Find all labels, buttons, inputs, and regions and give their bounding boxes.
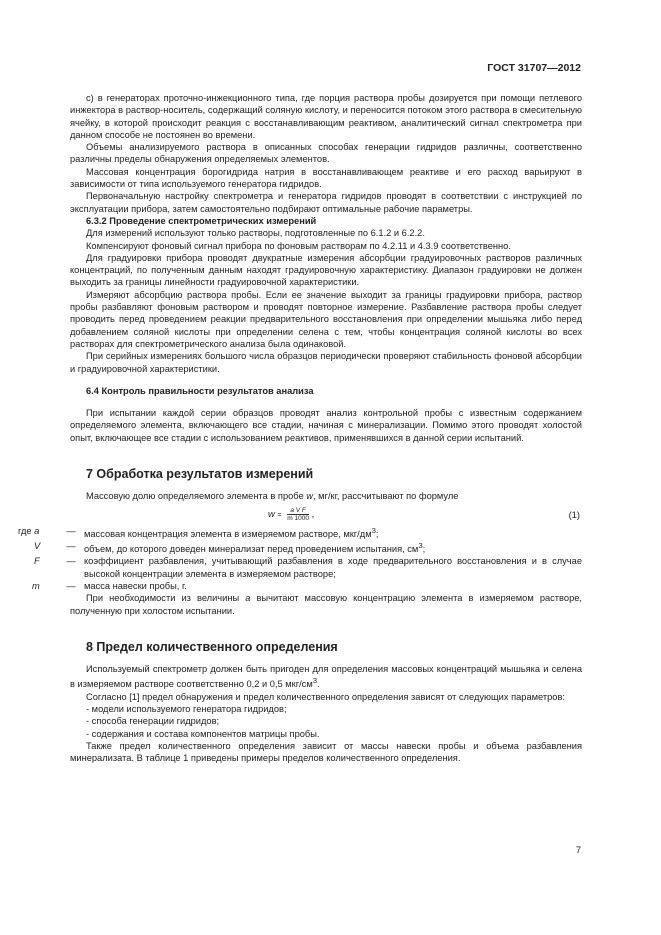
- paragraph: с) в генераторах проточно-инжекционного типа, где порция раствора пробы дозируется при помощи петлевого инжектора в раствор-носитель, содержащий соляную кислоту, и переносится потоком этого раствора в смесительную ячейку, в которой происходит реакция с восстанавливающим реактивом, аналитический сигнал спектрометра при данном способе не постоянен во времени.: [70, 93, 582, 140]
- paragraph: Измеряют абсорбцию раствора пробы. Если ее значение выходит за границы градуировки прибора, раствор пробы разбавляют фоновым раствором и проводят повторное измерение. Разбавление раствора пробы следует проводить перед проведением реакции предварительного восстановления при определении мышьяка либо перед добавлением соляной кислоты при определении селена с тем, чтобы концентрация соляной кислоты во всех растворах для спектрометрического анализа была одинаковой.: [70, 289, 582, 349]
- legend-symbol: F: [34, 556, 40, 567]
- legend-row: F — коэффициент разбавления, учитывающий разбавления в ходе предварительного восстановления и в случае высокой концентрации элемента в измеряемом растворе;: [34, 556, 582, 579]
- formula-fraction: [287, 507, 309, 522]
- paragraph: Первоначальную настройку спектрометра и генератора гидридов проводят в соответствии с инструкцией по эксплуатации прибора, затем самостоятельно подбирают оптимальные рабочие параметры.: [70, 191, 582, 214]
- formula-lhs: w: [268, 508, 275, 520]
- formula-tail: ,: [311, 508, 315, 520]
- legend-symbol: m: [32, 580, 40, 591]
- paragraph: При испытании каждой серии образцов проводят анализ контрольной пробы с известным содержанием определяемого элемента, включающего все стадии, начиная с минерализации. Помимо этого проводят холостой опыт, включающее все стадии с использованием реактивов, применявшихся в данной серии испытаний.: [70, 408, 582, 443]
- legend-symbol: a: [34, 525, 40, 536]
- standard-header: ГОСТ 31707—2012: [487, 62, 581, 74]
- formula-denominator: m 1000: [287, 514, 309, 522]
- paragraph: Массовая концентрация борогидрида натрия в восстанавливающем реактиве и его расход варьируют в зависимости от типа используемого генератора гидридов.: [70, 166, 582, 190]
- legend-row: V — объем, до которого доведен минерализат перед проведением испытания, $см^3$;: [34, 541, 426, 555]
- list-item: - модели используемого генератора гидридов;: [86, 704, 287, 715]
- variable-legend: [18, 525, 582, 593]
- document-body: [18, 92, 582, 765]
- list-item: - способа генерации гидридов;: [86, 716, 220, 727]
- paragraph: При необходимости из величины a вычитают массовую концентрацию элемента в измеряемом растворе, полученную при холостом испытании.: [70, 593, 582, 616]
- section-heading-6-4: 6.4 Контроль правильности результатов анализа: [86, 385, 314, 396]
- section-heading-8: 8 Предел количественного определения: [86, 639, 338, 654]
- formula-intro: Массовую долю определяемого элемента в пробе w, мг/кг, рассчитывают по формуле: [86, 491, 459, 502]
- list-item: - содержания и состава компонентов матрицы пробы.: [86, 728, 320, 739]
- formula-number: (1): [568, 509, 580, 520]
- paragraph: Используемый спектрометр должен быть пригоден для определения массовых концентраций мышьяка и селена в измеряемом растворе соответственно 0,2 и 0,5 мкг/$см^3$.: [70, 664, 582, 690]
- legend-row: m — масса навески пробы, г.: [32, 580, 187, 591]
- paragraph: При серийных измерениях большого числа образцов периодически проверяют стабильность фоновой абсорбции и градуировочной характеристики.: [70, 351, 582, 374]
- paragraph: Для градуировки прибора проводят двукратные измерения абсорбции градуировочных растворов различных концентраций, по полученным данным находят градуировочную характеристику. Диапазон градуировки не должен выходить за границы линейности градуировочной характеристики.: [70, 252, 582, 288]
- formula-numerator: a V F: [287, 507, 309, 515]
- legend-symbol: V: [34, 541, 41, 551]
- subsection-heading-6-3-2: 6.3.2 Проведение спектрометрических измерений: [86, 215, 317, 226]
- formula-equals: =: [277, 511, 282, 519]
- paragraph: Также предел количественного определения зависит от массы навески пробы и объема разбавления минерализата. В таблице 1 приведены примеры пределов количественного определения.: [70, 741, 582, 764]
- section-heading-7: 7 Обработка результатов измерений: [86, 467, 314, 482]
- paragraph: Согласно [1] предел обнаружения и предел количественного определения зависят от следующих параметров:: [86, 691, 565, 702]
- paragraph: Объемы анализируемого раствора в описанных способах генерации гидридов различны, соответственно различны пределы обнаружения определяемых элементов.: [70, 142, 582, 165]
- paragraph: Компенсируют фоновый сигнал прибора по фоновым растворам по 4.2.11 и 4.3.9 соответственно.: [86, 240, 511, 251]
- paragraph: Для измерений используют только растворы, подготовленные по 6.1.2 и 6.2.2.: [86, 228, 425, 239]
- legend-row: где a — массовая концентрация элемента в измеряемом растворе, мкг/$дм^3$;: [18, 525, 379, 539]
- page-number: 7: [575, 845, 581, 855]
- formula-1: [70, 507, 582, 525]
